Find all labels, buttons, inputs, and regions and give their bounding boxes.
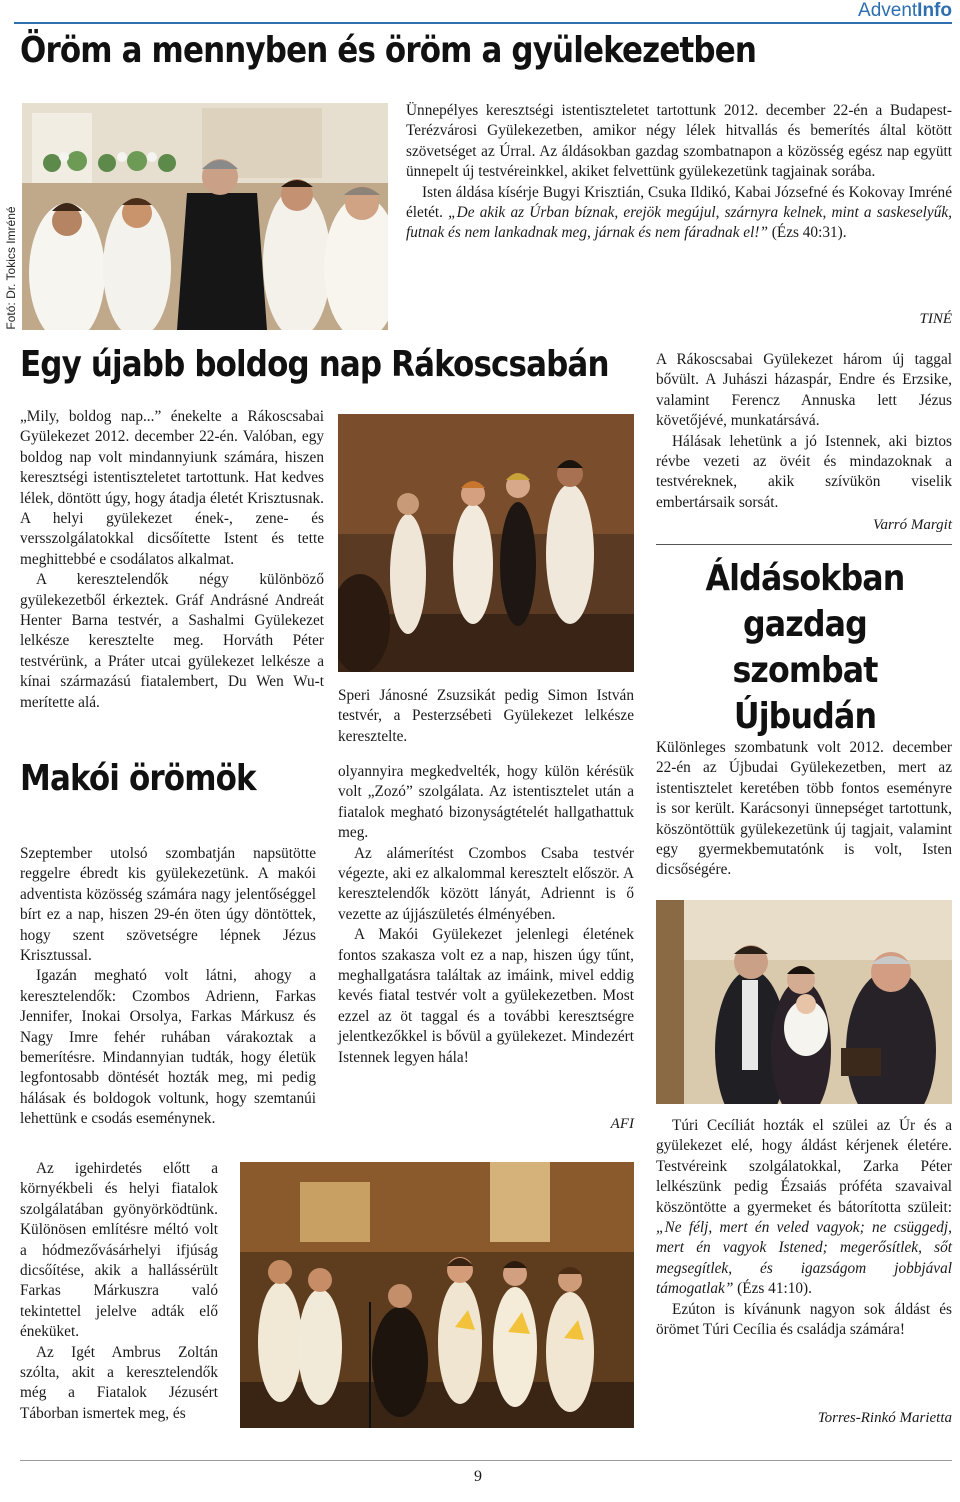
article1-paragraph-2 xyxy=(406,183,952,244)
article2-body-right xyxy=(656,350,952,513)
article4-paragraph-2-text: Túri Cecíliát hozták el szülei az Úr és a gyülekezet elé, hogy áldást kérjenek életére. Testvéreink szolgálatokkal, Zarka Péter lelkészünk pedig Ézsaiás próféta szavaival köszöntötte a gyermeket és bátorította szüleit: xyxy=(656,1117,952,1216)
article1-title: Öröm a mennyben és öröm a gyülekezetben xyxy=(20,30,757,71)
child-dedication-photo-ujbuda xyxy=(656,900,952,1104)
article3-signature: AFI xyxy=(610,1116,634,1132)
article4-title: Áldásokban gazdag szombat Újbudán xyxy=(705,558,905,737)
baptism-photo-terezvaros xyxy=(22,103,388,330)
article3-body-left xyxy=(20,844,316,1130)
article2-paragraph-2: A keresztelendők négy különböző gyülekezetből érkeztek. Gráf Andrásné Andreát Henter Barna testvér, a Sashalmi Gyülekezet lelkésze keresztelte meg. Horváth Péter testvérünk, a Práter utcai gyülekezet lelkésze a kínai származású fiatalembert, Du Wen Wu-t merítette alá. xyxy=(20,571,324,711)
article3-paragraph-2: Igazán megható volt látni, ahogy a keresztelendők: Czombos Adrienn, Farkas Jennifer, Inokai Orsolya, Farkas Márkusz és Nagy Imre fehér ruhában várakoztak a bemerítésre. Mindannyian tudták, hogy életük legfontosabb döntését hozták meg, mi pedig hálásak és boldogok voltunk, hogy szemtanúi lehettünk e csodás eseménynek. xyxy=(20,967,316,1128)
article2-signature: Varró Margit xyxy=(872,517,952,533)
baptism-photo-rakoscsaba xyxy=(338,414,634,672)
header-rule xyxy=(14,22,952,24)
article3-paragraph-1: Szeptember utolsó szombatján napsütötte reggelre ébredt kis gyülekezetünk. A makói adventista közösség számára nagy jelentőséggel bírt ez a nap, hiszen 29-én öten úgy döntöttek, hogy szent szövetségre lépnek Jézus Krisztussal. xyxy=(20,845,316,965)
article2-body-middle xyxy=(338,686,634,747)
article3-paragraph-7: A Makói Gyülekezet jelenlegi életének fontos szakasza volt ez a nap, hiszen úgy tűnt, meghallgatásra találtak az imáink, mivel eddig kevés fiatal testvér volt a gyülekezetben. Most ezzel az öt taggal és a további keresztségre jelentkezőkkel is bővül a gyülekezet. Mindezért Istennek legyen hála! xyxy=(338,926,634,1066)
article4-signature: Torres-Rinkó Marietta xyxy=(817,1410,952,1426)
article1-bible-quote: „De akik az Úrban bíznak, erejök megújul, szárnyra kelnek, mint a saskeselyűk, futnak és nem lankadnak meg, járnak és nem fáradnak el!” xyxy=(406,204,952,242)
footer-rule xyxy=(20,1460,952,1461)
article3-paragraph-5: olyannyira megkedvelték, hogy külön kérésük volt „Zozó” szolgálata. Az istentisztelet után a fiatalok megható bizonyságtételét hallgathattuk meg. xyxy=(338,763,634,842)
article4-body-top xyxy=(656,738,952,881)
column-divider xyxy=(656,544,952,545)
article4-bible-reference: (Ézs 41:10). xyxy=(733,1280,812,1298)
photo-credit-text: Fotó: Dr. Tokics Imréné xyxy=(4,205,18,330)
article2-body-left xyxy=(20,407,324,713)
article1-body xyxy=(406,101,952,244)
article2-paragraph-4: A Rákoscsabai Gyülekezet három új taggal bővült. A Juhászi házaspár, Endre és Erzsike, valamint Ferencz Annuska lett Jézus követőjévé, munkatársává. xyxy=(656,351,952,430)
brand-logo xyxy=(858,0,952,22)
article4-body-bottom xyxy=(656,1116,952,1340)
article4-bible-quote: „Ne félj, mert én veled vagyok; ne csüggedj, mert én vagyok Istened; megerősítlek, sőt megsegítlek, és igazságom jobbjával támogatlak” xyxy=(656,1219,952,1298)
article4-paragraph-3: Ezúton is kívánunk nagyon sok áldást és örömet Túri Cecília és családja számára! xyxy=(656,1300,952,1339)
article2-paragraph-5: Hálásak lehetünk a jó Istennek, aki biztos révbe vezeti az övéit és mindazoknak a testvéreknek, akik szívükön viselik embertársaik sorsát. xyxy=(656,432,952,511)
article1-bible-reference: (Ézs 40:31). xyxy=(767,224,847,242)
article2-paragraph-3: Speri Jánosné Zsuzsikát pedig Simon István testvér, a Pesterzsébeti Gyülekezet lelkésze keresztelte. xyxy=(338,687,634,745)
photo-credit xyxy=(0,200,22,335)
article3-paragraph-6: Az alámerítést Czombos Csaba testvér végezte, aki ez alkalommal keresztelt először. A keresztelendők között lányát, Adriennt is ő vezette az újjászületés élményében. xyxy=(338,844,634,923)
article3-paragraph-3: Az igehirdetés előtt a környékbeli és helyi fiatalok szolgálatában gyönyörködtünk. Különösen említésre méltó volt a hódmezővásárhelyi ifjúság dicsőítése, akik a hallássérült Farkas Márkuszra való tekintettel jelelve adták elő éneküket. xyxy=(20,1160,218,1341)
brand-logo-part2: Info xyxy=(917,0,952,21)
article2-title: Egy újabb boldog nap Rákoscsabán xyxy=(20,344,609,385)
baptism-photo-mako xyxy=(240,1162,634,1428)
article2-paragraph-1: „Mily, boldog nap...” énekelte a Rákoscsabai Gyülekezet 2012. december 22-én. Valóban, egy boldog nap volt mindannyiunk számára, hiszen keresztségi istentiszteletet tartottunk. Hat kedves lélek, döntött úgy, hogy átadja életét Krisztusnak. A helyi gyülekezet ének-, zene- és versszolgálatokkal dicsőítette Istent és tette meghittebbé e csodálatos alkalmat. xyxy=(20,408,324,568)
article4-paragraph-2 xyxy=(656,1116,952,1300)
article3-body-middle xyxy=(338,762,634,1068)
article1-signature: TINÉ xyxy=(919,311,952,327)
article3-paragraph-4: Az Igét Ambrus Zoltán szólta, akit a keresztelendők még a Fiatalok Jézusért Táborban ismertek meg, és xyxy=(20,1343,218,1422)
article4-paragraph-1: Különleges szombatunk volt 2012. december 22-én az Újbudai Gyülekezetben, mert az istentisztelet keretében több fontos eseményre is sor került. Karácsonyi ünnepséget tartottunk, köszöntöttük gyülekezetünk új tagjait, valamint egy gyermekbemutatónk is volt, Isten dicsőségére. xyxy=(656,739,952,879)
article3-body-narrow xyxy=(20,1159,218,1424)
article1-paragraph-2-text: Isten áldása kísérje Bugyi Krisztián, Csuka Ildikó, Kabai Józsefné és Kokovay Imréné életét. xyxy=(406,183,952,222)
article1-paragraph-1: Ünnepélyes keresztségi istentiszteletet tartottunk 2012. december 22-én a Budapest-Terézvárosi Gyülekezetben, amikor négy lélek hitvallás és bemerítés által kötött szövetséget az Úrral. Az áldásokban gazdag szombatnapon a közösség egész nap együtt ünnepelt új testvéreinkkel, akiket felvettünk gyülekezetünk tagjainak sorába. xyxy=(406,102,952,181)
page-number: 9 xyxy=(474,1468,482,1485)
brand-logo-part1: Advent xyxy=(858,0,918,21)
article3-title: Makói örömök xyxy=(20,758,256,799)
